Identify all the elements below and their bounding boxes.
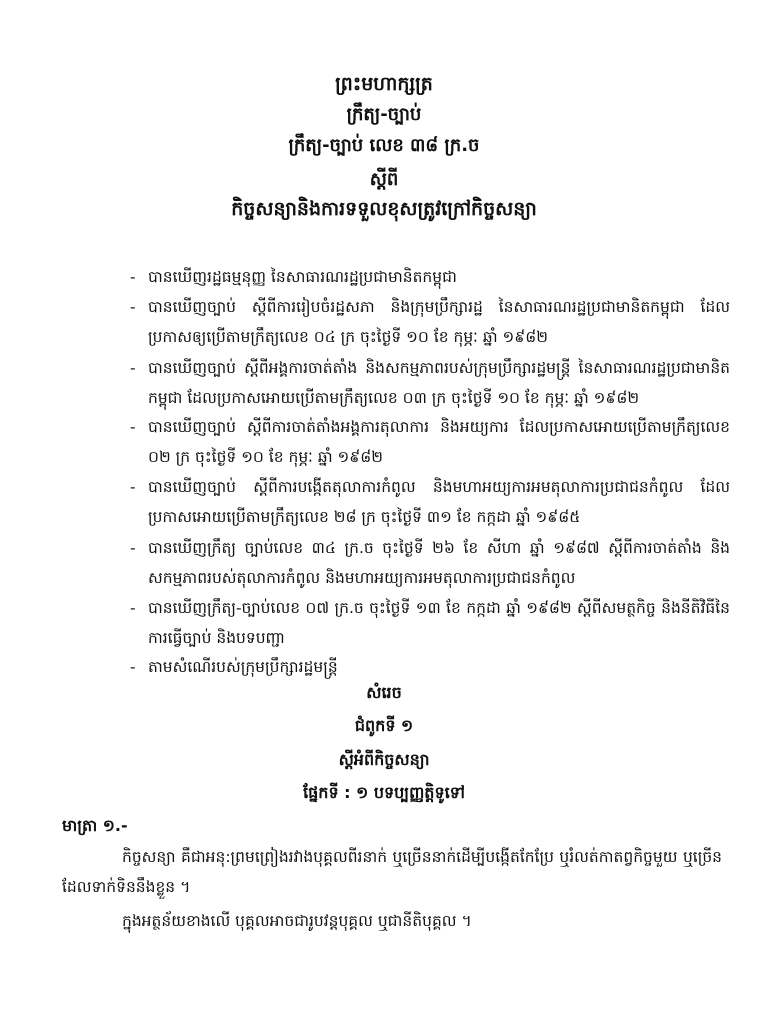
consideration-text: បានឃើញច្បាប់ ស្តីពីការបង្កើតតុលាការកំពូល និងមហាអយ្យការអមតុលាការប្រជាជនកំពូល ដែលប្រកាសអោយប្រើតាមក្រឹត្យលេខ ២៨ ក្រ ចុះថ្ងៃទី ៣១ ខែ កក្កដា ឆ្នាំ ១៩៨៥ (148, 478, 730, 526)
consideration-text: តាមសំណើរបស់ក្រុមប្រឹក្សារដ្ឋមន្ត្រី (148, 658, 338, 676)
document-heading-line1: ព្រះមហាក្សត្រ (335, 73, 433, 95)
consideration-item (130, 292, 730, 352)
document-heading-decree-number: ក្រឹត្យ-ច្បាប់ លេខ ៣៨ ក្រ.ច (288, 135, 480, 156)
document-title: កិច្ចសន្យានិងការទទួលខុសត្រូវក្រៅកិច្ចសន្យា (231, 198, 537, 220)
list-dash: - (130, 599, 136, 617)
article-paragraph: កិច្ចសន្យា គឺជាអនុ:ព្រមព្រៀងរវាងបុគ្គលពីរនាក់ ឬច្រើននាក់ដើម្បីបង្កើតកែប្រែ ឬរំលត់កាតព្វកិច្ចមួយ ឬច្រើន ដែលទាក់ទិននឹងខ្លួន ។ (62, 848, 722, 896)
list-dash: - (130, 539, 136, 557)
section-heading: ផ្នែកទី : ១ បទប្បញ្ញត្តិទូទៅ (303, 783, 465, 802)
consideration-item (130, 412, 730, 472)
chapter-title: ស្តីអំពីកិច្ចសន្យា (338, 750, 430, 769)
consideration-text: បានឃើញច្បាប់ ស្តីពីការរៀបចំរដ្ឋសភា និងក្រុមប្រឹក្សារដ្ឋ នៃសាធារណរដ្ឋប្រជាមានិតកម្ពុជា ដែលប្រកាសឲ្យប្រើតាមក្រឹត្យលេខ ០៤ ក្រ ចុះថ្ងៃទី ១០ ខែ កុម្ភៈ ឆ្នាំ ១៩៨២ (148, 298, 730, 346)
decision-heading: សំរេច (366, 683, 402, 702)
article-paragraph: ក្នុងអត្ថន័យខាងលើ បុគ្គលអាចជារូបវន្តបុគ្គល ឬជានីតិបុគ្គល ។ (122, 912, 472, 930)
consideration-item (130, 652, 730, 682)
consideration-item (130, 472, 730, 532)
document-heading-line2: ក្រឹត្យ-ច្បាប់ (346, 104, 422, 125)
list-dash: - (130, 359, 136, 377)
consideration-text: បានឃើញក្រឹត្យ ច្បាប់លេខ ៣៤ ក្រ.ច ចុះថ្ងៃទី ២៦ ខែ សីហា ឆ្នាំ ១៩៨៧ ស្តីពីការចាត់តាំង និងសកម្មភាពរបស់តុលាការកំពូល និងមហាអយ្យការអមតុលាការប្រជាជនកំពូល (148, 539, 730, 587)
consideration-item (130, 262, 730, 292)
consideration-item (130, 593, 730, 653)
list-dash: - (130, 658, 136, 676)
consideration-item (130, 533, 730, 593)
article-label: មាត្រា ១.- (62, 816, 128, 835)
list-dash: - (130, 268, 136, 286)
document-heading-regarding: ស្តីពី (369, 169, 399, 190)
list-dash: - (130, 478, 136, 496)
list-dash: - (130, 298, 136, 316)
consideration-text: បានឃើញក្រឹត្យ-ច្បាប់លេខ ០៧ ក្រ.ច ចុះថ្ងៃទី ១៣ ខែ កក្កដា ឆ្នាំ ១៩៨២ ស្តីពីសមត្ថកិច្ច និងនីតិវិធីនៃការធ្វើច្បាប់ និងបទបញ្ជា (148, 599, 730, 647)
consideration-text: បានឃើញច្បាប់ ស្តីពីអង្គការចាត់តាំង និងសកម្មភាពរបស់ក្រុមប្រឹក្សារដ្ឋមន្ត្រី នៃសាធារណរដ្ឋប្រជាមានិតកម្ពុជា ដែលប្រកាសអោយប្រើតាមក្រឹត្យលេខ ០៣ ក្រ ចុះថ្ងៃទី ១០ ខែ កុម្ភៈ ឆ្នាំ ១៩៨២ (148, 359, 730, 407)
consideration-text: បានឃើញច្បាប់ ស្តីពីការចាត់តាំងអង្គការតុលាការ និងអយ្យការ ដែលប្រកាសអោយប្រើតាមក្រឹត្យលេខ ០២ ក្រ ចុះថ្ងៃទី ១០ ខែ កុម្ភៈ ឆ្នាំ ១៩៨២ (148, 418, 730, 466)
consideration-text: បានឃើញរដ្ឋធម្មនុញ្ញ នៃសាធារណរដ្ឋប្រជាមានិតកម្ពុជា (148, 268, 457, 286)
chapter-heading: ជំពូកទី ១ (354, 716, 414, 735)
consideration-item (130, 353, 730, 413)
list-dash: - (130, 418, 136, 436)
